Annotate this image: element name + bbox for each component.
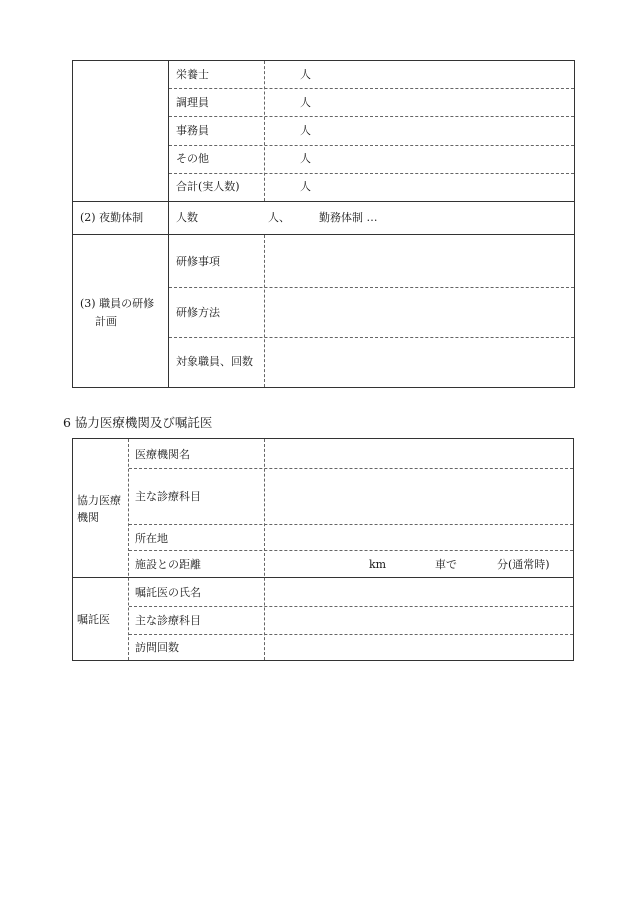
- cooperating-item: 施設との距離: [135, 558, 201, 571]
- night-count-label: 人数: [176, 211, 198, 224]
- staff-row-label: その他: [176, 152, 209, 165]
- staff-row-unit: 人: [300, 68, 311, 81]
- table2-bottom-border: [72, 660, 574, 661]
- row-divider: [169, 88, 574, 89]
- distance-km: km: [369, 558, 387, 571]
- table2-right-border: [573, 438, 574, 661]
- row-divider: [169, 145, 574, 146]
- doctor-label: 嘱託医: [77, 613, 110, 626]
- table1-bottom-border: [72, 387, 575, 388]
- table1-separator: [72, 201, 575, 202]
- table1-right-border: [574, 60, 575, 388]
- row-divider: [169, 173, 574, 174]
- section-title: 6 協力医療機関及び嘱託医: [63, 415, 213, 430]
- column-divider: [264, 61, 265, 201]
- staff-row-unit: 人: [300, 124, 311, 137]
- row-divider: [129, 550, 573, 551]
- night-count-unit: 人、: [268, 211, 290, 224]
- row-divider: [169, 287, 574, 288]
- table1-separator: [72, 234, 575, 235]
- table1-top-border: [72, 60, 575, 61]
- staff-row-unit: 人: [300, 180, 311, 193]
- staff-row-unit: 人: [300, 152, 311, 165]
- staff-row-label: 合計(実人数): [176, 180, 240, 193]
- staff-row-unit: 人: [300, 96, 311, 109]
- column-divider: [264, 235, 265, 387]
- row-divider: [169, 116, 574, 117]
- training-label: (3) 職員の研修: [80, 297, 155, 310]
- cooperating-item: 主な診療科目: [135, 490, 201, 503]
- row-divider: [129, 634, 573, 635]
- table1-label-divider: [168, 60, 169, 388]
- table2-top-border: [72, 438, 574, 439]
- row-divider: [129, 606, 573, 607]
- doctor-item: 嘱託医の氏名: [135, 586, 201, 599]
- training-item: 研修事項: [176, 255, 220, 268]
- row-divider: [129, 524, 573, 525]
- distance-car: 車で: [435, 558, 457, 571]
- training-item: 研修方法: [176, 306, 220, 319]
- table2-separator: [72, 577, 574, 578]
- cooperating-item: 所在地: [135, 532, 168, 545]
- training-label-cont: 計画: [95, 315, 117, 328]
- doctor-item: 訪問回数: [135, 641, 179, 654]
- distance-minutes: 分(通常時): [497, 558, 550, 571]
- staff-row-label: 栄養士: [176, 68, 209, 81]
- cooperating-item: 医療機関名: [135, 448, 190, 461]
- doctor-item: 主な診療科目: [135, 614, 201, 627]
- table1-left-border: [72, 60, 73, 388]
- table2-left-border: [72, 438, 73, 661]
- training-item: 対象職員、回数: [176, 355, 253, 368]
- row-divider: [129, 468, 573, 469]
- night-shift-system: 勤務体制 …: [319, 211, 378, 224]
- staff-row-label: 事務員: [176, 124, 209, 137]
- cooperating-label-cont: 機関: [77, 511, 99, 524]
- cooperating-label: 協力医療: [77, 494, 121, 507]
- staff-row-label: 調理員: [176, 96, 209, 109]
- row-divider: [169, 337, 574, 338]
- night-shift-label: (2) 夜勤体制: [80, 211, 144, 224]
